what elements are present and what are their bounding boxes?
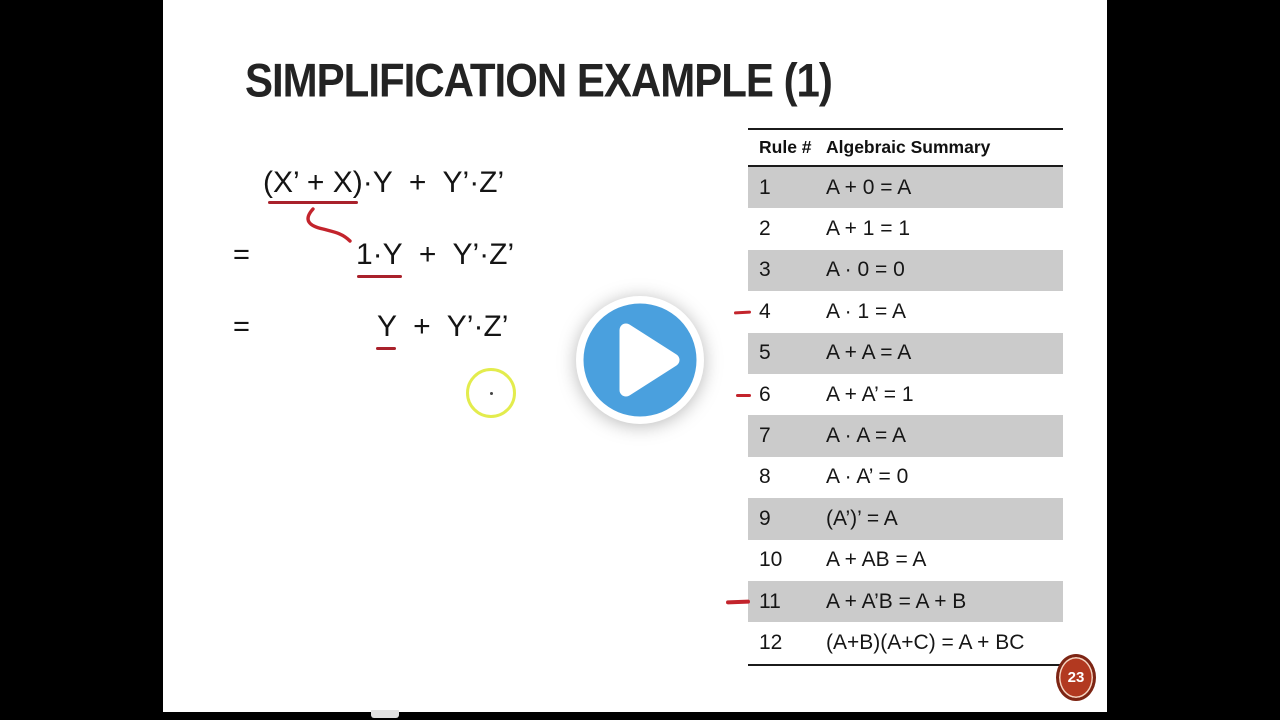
cursor-dot	[490, 392, 493, 395]
table-row	[748, 498, 1063, 539]
rule-number: 4	[759, 299, 771, 323]
table-row	[748, 167, 1063, 208]
rule-formula: A · 1 = A	[826, 299, 906, 323]
equation-line-1: (X’ + X)·Y + Y’·Z’	[263, 166, 505, 199]
presentation-slide	[163, 0, 1107, 712]
rule-number: 1	[759, 175, 771, 199]
rule-formula: A + A = A	[826, 341, 912, 365]
rule-number: 2	[759, 217, 771, 241]
header-rule-number: Rule #	[759, 137, 812, 157]
slide-title: SIMPLIFICATION EXAMPLE (1)	[245, 54, 832, 107]
cursor-highlight-circle	[466, 368, 516, 418]
algebraic-rules-table	[748, 128, 1063, 666]
table-row	[748, 622, 1063, 663]
rule-number: 10	[759, 548, 783, 572]
table-bottom-border	[748, 664, 1063, 666]
table-row	[748, 291, 1063, 332]
equals-sign-1: =	[233, 239, 250, 271]
red-underline-2	[357, 275, 402, 278]
rule-formula: A + AB = A	[826, 548, 927, 572]
red-check-mark	[726, 599, 750, 603]
table-row	[748, 333, 1063, 374]
equation-line-2: 1·Y + Y’·Z’	[356, 238, 515, 271]
table-row	[748, 457, 1063, 498]
letterbox-bottom-bar	[0, 712, 1280, 720]
equals-sign-2: =	[233, 311, 250, 343]
rule-number: 11	[759, 589, 781, 613]
page-number: 23	[1067, 669, 1085, 686]
rule-formula: A · A = A	[826, 424, 906, 448]
rule-formula: A + 0 = A	[826, 175, 912, 199]
rule-formula: A · 0 = 0	[826, 258, 905, 282]
header-summary: Algebraic Summary	[826, 137, 991, 157]
rule-number: 12	[759, 630, 783, 654]
rule-formula: (A+B)(A+C) = A + BC	[826, 630, 1025, 654]
rule-formula: A + A’ = 1	[826, 382, 914, 406]
red-underline-1	[268, 201, 358, 204]
rule-number: 7	[759, 424, 771, 448]
rule-number: 3	[759, 258, 771, 282]
slide-page-number-badge	[1056, 654, 1096, 701]
red-check-mark	[736, 394, 751, 397]
play-icon	[574, 294, 706, 426]
rule-formula: (A’)’ = A	[826, 506, 898, 530]
table-row	[748, 208, 1063, 249]
table-row	[748, 540, 1063, 581]
rule-formula: A + A’B = A + B	[826, 589, 967, 613]
rule-number: 9	[759, 506, 771, 530]
table-row	[748, 374, 1063, 415]
red-underline-3	[376, 347, 396, 350]
table-row	[748, 415, 1063, 456]
table-row	[748, 581, 1063, 622]
rule-formula: A · A’ = 0	[826, 465, 909, 489]
rule-formula: A + 1 = 1	[826, 217, 911, 241]
rule-number: 6	[759, 382, 771, 406]
equation-line-3: Y + Y’·Z’	[377, 310, 509, 343]
table-row	[748, 250, 1063, 291]
play-button[interactable]	[574, 294, 706, 426]
rule-number: 5	[759, 341, 771, 365]
seekbar-handle[interactable]	[371, 710, 399, 718]
table-header	[748, 130, 1063, 167]
rule-number: 8	[759, 465, 771, 489]
